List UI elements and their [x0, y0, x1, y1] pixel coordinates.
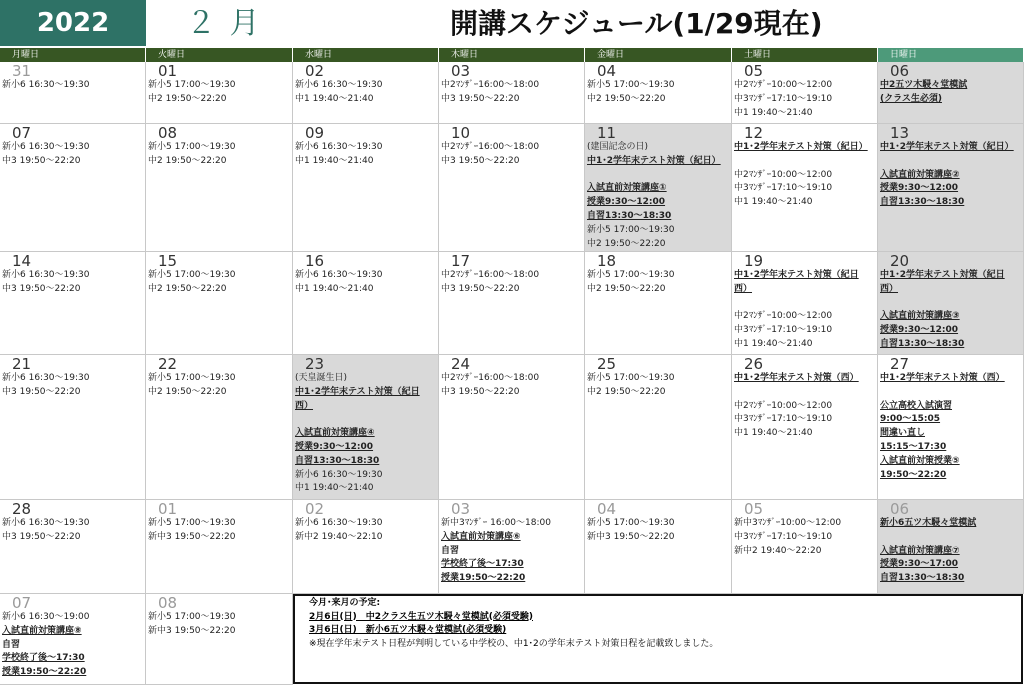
year-label: 2022 [0, 0, 146, 46]
day-cell [146, 62, 293, 124]
schedule-line: 中1 19:40～21:40 [295, 93, 374, 104]
schedule-line: 中1･2学年末テスト対策（紀日） [587, 155, 721, 166]
day-cell [732, 500, 878, 594]
day-cell [0, 355, 146, 500]
weekday-header: 月曜日 [0, 48, 145, 62]
day-number: 09 [305, 124, 325, 142]
schedule-line: (建国記念の日) [587, 142, 649, 152]
schedule-line: 中1 19:40～21:40 [734, 107, 813, 118]
day-schedule [439, 372, 584, 400]
day-schedule [293, 79, 438, 107]
schedule-line: 中3ﾏﾝｻﾞｰ17:10～19:10 [734, 414, 833, 425]
schedule-line: 西） [295, 400, 314, 411]
schedule-line: 中2 19:50～22:20 [148, 386, 227, 397]
notes-line-1: 2月6日(日) 中2クラス生五ツ木駸々堂模試(必須受験) [309, 611, 533, 622]
schedule-line: (クラス生必須) [880, 93, 942, 104]
schedule-line: 中1･2学年末テスト対策（紀日 [734, 270, 859, 280]
schedule-line: 授業9:30～12:00 [880, 183, 959, 194]
schedule-line: 新小5 17:00～19:30 [587, 518, 675, 528]
schedule-line: 中1･2学年末テスト対策（紀日） [734, 142, 868, 152]
schedule-line: 新小6五ツ木駸々堂模試 [880, 518, 977, 528]
schedule-line: 授業19:50～22:20 [441, 573, 526, 584]
day-schedule [439, 141, 584, 169]
schedule-line: 中2 19:50～22:20 [587, 93, 666, 104]
weekday-header: 火曜日 [146, 48, 292, 62]
schedule-line: 授業9:30～17:00 [880, 559, 959, 570]
day-number: 08 [158, 594, 178, 612]
day-schedule [439, 517, 584, 586]
schedule-line: 授業19:50～22:20 [2, 667, 87, 678]
schedule-line: 中1 19:40～21:40 [295, 155, 374, 166]
day-number: 01 [158, 500, 178, 518]
day-schedule [293, 141, 438, 169]
schedule-line: 西） [880, 283, 899, 294]
schedule-line: 中1･2学年末テスト対策（紀日 [880, 270, 1005, 280]
schedule-line: 新小5 17:00～19:30 [148, 612, 236, 622]
day-schedule [878, 79, 1023, 107]
day-number: 08 [158, 124, 178, 142]
schedule-line: 中2 19:50～22:20 [587, 238, 666, 249]
schedule-line: 新中3ﾏﾝｻﾞｰ 16:00～18:00 [441, 518, 551, 528]
day-number: 28 [12, 500, 32, 518]
day-schedule [146, 517, 292, 545]
schedule-line: 中1･2学年末テスト対策（紀日 [295, 386, 420, 397]
day-cell [732, 355, 878, 500]
schedule-line: 自習 [441, 545, 460, 556]
schedule-line: 新小6 16:30～19:30 [2, 270, 90, 280]
schedule-line: 新中2 19:40～22:10 [295, 531, 383, 542]
day-schedule [585, 517, 731, 545]
day-number: 07 [12, 124, 32, 142]
day-schedule [146, 611, 292, 639]
day-number: 01 [158, 62, 178, 80]
schedule-line: 入試直前対策講座③ [880, 311, 960, 322]
day-number: 18 [597, 252, 617, 270]
day-number: 17 [451, 252, 471, 270]
day-cell [146, 500, 293, 594]
day-cell [878, 62, 1024, 124]
day-schedule [732, 141, 877, 210]
schedule-line: 中1 19:40～21:40 [734, 197, 813, 208]
schedule-line: 15:15～17:30 [880, 441, 947, 452]
schedule-line: 中3 19:50～22:20 [441, 155, 520, 166]
day-number: 31 [12, 62, 32, 80]
day-schedule [585, 141, 731, 251]
schedule-line: 新小6 16:30～19:00 [2, 612, 90, 622]
day-cell [732, 252, 878, 355]
day-schedule [0, 611, 145, 680]
schedule-line: 中2ﾏﾝｻﾞｰ10:00～12:00 [734, 169, 833, 180]
weekday-header: 土曜日 [732, 48, 877, 62]
day-cell [0, 252, 146, 355]
day-cell [585, 500, 732, 594]
day-number: 19 [744, 252, 764, 270]
day-cell [146, 124, 293, 252]
day-cell [878, 355, 1024, 500]
schedule-line: 中2 19:50～22:20 [148, 283, 227, 294]
calendar-header [0, 0, 1024, 48]
day-schedule [0, 517, 145, 545]
day-schedule [293, 269, 438, 297]
day-number: 12 [744, 124, 764, 142]
schedule-line: 新小5 17:00～19:30 [148, 518, 236, 528]
day-number: 03 [451, 62, 471, 80]
schedule-line: 中3ﾏﾝｻﾞｰ17:10～19:10 [734, 183, 833, 194]
schedule-line: 公立高校入試演習 [880, 400, 953, 411]
day-cell [439, 355, 585, 500]
day-cell [439, 252, 585, 355]
schedule-line: 新小6 16:30～19:30 [2, 373, 90, 383]
day-cell [146, 594, 293, 685]
day-cell [732, 124, 878, 252]
schedule-line: 授業9:30～12:00 [587, 197, 666, 208]
day-schedule [878, 372, 1023, 482]
schedule-line [734, 297, 877, 311]
schedule-line: 中2ﾏﾝｻﾞｰ10:00～12:00 [734, 311, 833, 322]
day-number: 10 [451, 124, 471, 142]
schedule-line: 中2ﾏﾝｻﾞｰ16:00～18:00 [441, 142, 540, 152]
day-schedule [732, 79, 877, 120]
day-number: 02 [305, 500, 325, 518]
schedule-line: 自習 [2, 639, 21, 650]
schedule-line: 入試直前対策講座① [587, 183, 667, 194]
day-number: 16 [305, 252, 325, 270]
schedule-line: 新小6 16:30～19:30 [295, 142, 383, 152]
day-cell [146, 252, 293, 355]
schedule-line: 中3ﾏﾝｻﾞｰ17:10～19:10 [734, 93, 833, 104]
schedule-line: 新小5 17:00～19:30 [587, 373, 675, 383]
schedule-line: 入試直前対策講座⑦ [880, 545, 960, 556]
notes-line-3: ※現在学年末テスト日程が判明している中学校の、中1･2の学年末テスト対策日程を記載致しました。 [309, 638, 719, 649]
schedule-line: 中1･2学年末テスト対策（西） [734, 373, 859, 383]
day-number: 15 [158, 252, 178, 270]
day-number: 02 [305, 62, 325, 80]
weekday-header: 金曜日 [585, 48, 731, 62]
day-cell [585, 252, 732, 355]
schedule-line [734, 386, 877, 400]
schedule-line: 新小6 16:30～19:30 [2, 80, 90, 90]
day-cell [585, 355, 732, 500]
notes-box [293, 594, 1023, 684]
weekday-header: 水曜日 [293, 48, 438, 62]
schedule-line: 自習13:30～18:30 [880, 573, 965, 584]
day-cell [293, 500, 439, 594]
day-cell [732, 62, 878, 124]
schedule-line: 新小5 17:00～19:30 [587, 80, 675, 90]
day-cell [0, 500, 146, 594]
day-number: 13 [890, 124, 910, 142]
schedule-line: 新中3 19:50～22:20 [148, 625, 236, 636]
day-schedule [732, 372, 877, 441]
schedule-line [880, 155, 1023, 169]
weekday-header: 木曜日 [439, 48, 584, 62]
schedule-line: 新小6 16:30～19:30 [295, 80, 383, 90]
day-cell [293, 62, 439, 124]
schedule-line: 中1･2学年末テスト対策（紀日） [880, 142, 1014, 152]
schedule-line: 中3 19:50～22:20 [441, 386, 520, 397]
day-schedule [439, 269, 584, 297]
schedule-line: 中3 19:50～22:20 [2, 155, 81, 166]
day-cell [146, 355, 293, 500]
schedule-line [880, 386, 1023, 400]
schedule-line: 中2ﾏﾝｻﾞｰ10:00～12:00 [734, 400, 833, 411]
schedule-line: 中2ﾏﾝｻﾞｰ16:00～18:00 [441, 80, 540, 90]
schedule-line: 中1 19:40～21:40 [734, 338, 813, 349]
day-number: 07 [12, 594, 32, 612]
schedule-line: 新中3 19:50～22:20 [148, 531, 236, 542]
schedule-line [587, 169, 731, 183]
day-schedule [0, 141, 145, 169]
schedule-line: 中3ﾏﾝｻﾞｰ17:10～19:10 [734, 531, 833, 542]
schedule-line: 中2 19:50～22:20 [148, 155, 227, 166]
day-number: 14 [12, 252, 32, 270]
schedule-line: 入試直前対策授業⑤ [880, 455, 960, 466]
day-schedule [732, 517, 877, 558]
schedule-line: 入試直前対策講座⑥ [441, 531, 521, 542]
schedule-line: 新小5 17:00～19:30 [148, 142, 236, 152]
notes-heading: 今月･来月の予定: [309, 598, 381, 608]
day-schedule [878, 517, 1023, 586]
schedule-line: 西） [734, 283, 753, 294]
notes-line-2: 3月6日(日) 新小6五ツ木駸々堂模試(必須受験) [309, 625, 507, 635]
schedule-line: 新小6 16:30～19:30 [295, 518, 383, 528]
day-cell [293, 355, 439, 500]
schedule-line [295, 413, 438, 427]
day-cell [439, 124, 585, 252]
schedule-line: 新小5 17:00～19:30 [587, 270, 675, 280]
schedule-line: 自習13:30～18:30 [295, 455, 380, 466]
schedule-line: 自習13:30～18:30 [880, 338, 965, 349]
day-schedule [732, 269, 877, 352]
schedule-line: 中2 19:50～22:20 [587, 283, 666, 294]
day-number: 22 [158, 355, 178, 373]
day-cell [439, 62, 585, 124]
day-schedule [878, 141, 1023, 210]
day-number: 06 [890, 62, 910, 80]
schedule-line: 新小5 17:00～19:30 [148, 80, 236, 90]
day-cell [0, 124, 146, 252]
day-schedule [878, 269, 1023, 352]
day-cell [0, 62, 146, 124]
schedule-line: 新小5 17:00～19:30 [148, 373, 236, 383]
schedule-line: 中2 19:50～22:20 [587, 386, 666, 397]
day-number: 23 [305, 355, 325, 373]
day-number: 26 [744, 355, 764, 373]
day-schedule [293, 372, 438, 496]
schedule-line: 新中3ﾏﾝｻﾞｰ10:00～12:00 [734, 518, 842, 528]
day-number: 04 [597, 500, 617, 518]
day-number: 05 [744, 500, 764, 518]
schedule-line: 中3 19:50～22:20 [441, 283, 520, 294]
schedule-line [880, 297, 1023, 311]
schedule-line: 間違い直し [880, 428, 926, 439]
day-cell [439, 500, 585, 594]
day-cell [878, 124, 1024, 252]
day-cell [293, 252, 439, 355]
schedule-line: 19:50～22:20 [880, 469, 947, 480]
day-schedule [293, 517, 438, 545]
schedule-line: 新中2 19:40～22:20 [734, 545, 822, 556]
day-cell [878, 252, 1024, 355]
day-schedule [585, 79, 731, 107]
schedule-line: 中2ﾏﾝｻﾞｰ16:00～18:00 [441, 270, 540, 280]
schedule-line [734, 155, 877, 169]
weekday-header: 日曜日 [878, 48, 1023, 62]
day-schedule [585, 372, 731, 400]
schedule-line: 入試直前対策講座⑧ [2, 625, 82, 636]
day-schedule [146, 269, 292, 297]
schedule-line: 中1･2学年末テスト対策（西） [880, 373, 1005, 383]
schedule-line: 9:00～15:05 [880, 414, 941, 425]
month-label: ２ 月 [186, 6, 262, 41]
day-number: 27 [890, 355, 910, 373]
schedule-line: 新小5 17:00～19:30 [148, 270, 236, 280]
schedule-line: 新小6 16:30～19:30 [2, 142, 90, 152]
day-number: 05 [744, 62, 764, 80]
schedule-line: 中1 19:40～21:40 [734, 428, 813, 439]
schedule-line: 授業9:30～12:00 [880, 325, 959, 336]
day-cell [878, 500, 1024, 594]
schedule-line: 新小6 16:30～19:30 [295, 270, 383, 280]
day-schedule [585, 269, 731, 297]
day-number: 04 [597, 62, 617, 80]
schedule-line: 中2ﾏﾝｻﾞｰ10:00～12:00 [734, 80, 833, 90]
day-schedule [146, 372, 292, 400]
schedule-line: 新小5 17:00～19:30 [587, 224, 675, 235]
day-number: 24 [451, 355, 471, 373]
day-number: 25 [597, 355, 617, 373]
day-number: 11 [597, 124, 617, 142]
day-cell [293, 124, 439, 252]
day-cell [0, 594, 146, 685]
day-schedule [0, 269, 145, 297]
schedule-line: 中3 19:50～22:20 [2, 531, 81, 542]
schedule-line: 中1 19:40～21:40 [295, 483, 374, 494]
schedule-line: 新小6 16:30～19:30 [2, 518, 90, 528]
day-schedule [0, 79, 145, 93]
schedule-line: 入試直前対策講座② [880, 169, 960, 180]
day-cell [585, 62, 732, 124]
schedule-line: 新小6 16:30～19:30 [295, 469, 383, 480]
day-number: 06 [890, 500, 910, 518]
schedule-line: 新中3 19:50～22:20 [587, 531, 675, 542]
schedule-title: 開講スケジュール(1/29現在) [450, 7, 823, 40]
day-number: 20 [890, 252, 910, 270]
schedule-line: 中2五ツ木駸々堂模試 [880, 80, 968, 90]
schedule-line: 入試直前対策講座④ [295, 428, 375, 439]
schedule-line: 中1 19:40～21:40 [295, 283, 374, 294]
schedule-line: 中3 19:50～22:20 [2, 386, 81, 397]
schedule-line [880, 531, 1023, 545]
schedule-line: 中2 19:50～22:20 [148, 93, 227, 104]
schedule-line: 自習13:30～18:30 [587, 210, 672, 221]
schedule-line: 中3ﾏﾝｻﾞｰ17:10～19:10 [734, 325, 833, 336]
schedule-line: 学校終了後～17:30 [2, 653, 85, 664]
day-schedule [439, 79, 584, 107]
day-schedule [0, 372, 145, 400]
day-number: 21 [12, 355, 32, 373]
day-schedule [146, 141, 292, 169]
day-cell [585, 124, 732, 252]
schedule-line: (天皇誕生日) [295, 373, 348, 383]
schedule-line: 中3 19:50～22:20 [2, 283, 81, 294]
day-number: 03 [451, 500, 471, 518]
schedule-line: 中3 19:50～22:20 [441, 93, 520, 104]
schedule-line: 学校終了後～17:30 [441, 559, 524, 570]
schedule-line: 自習13:30～18:30 [880, 197, 965, 208]
schedule-line: 中2ﾏﾝｻﾞｰ16:00～18:00 [441, 373, 540, 383]
schedule-line: 授業9:30～12:00 [295, 441, 374, 452]
day-schedule [146, 79, 292, 107]
